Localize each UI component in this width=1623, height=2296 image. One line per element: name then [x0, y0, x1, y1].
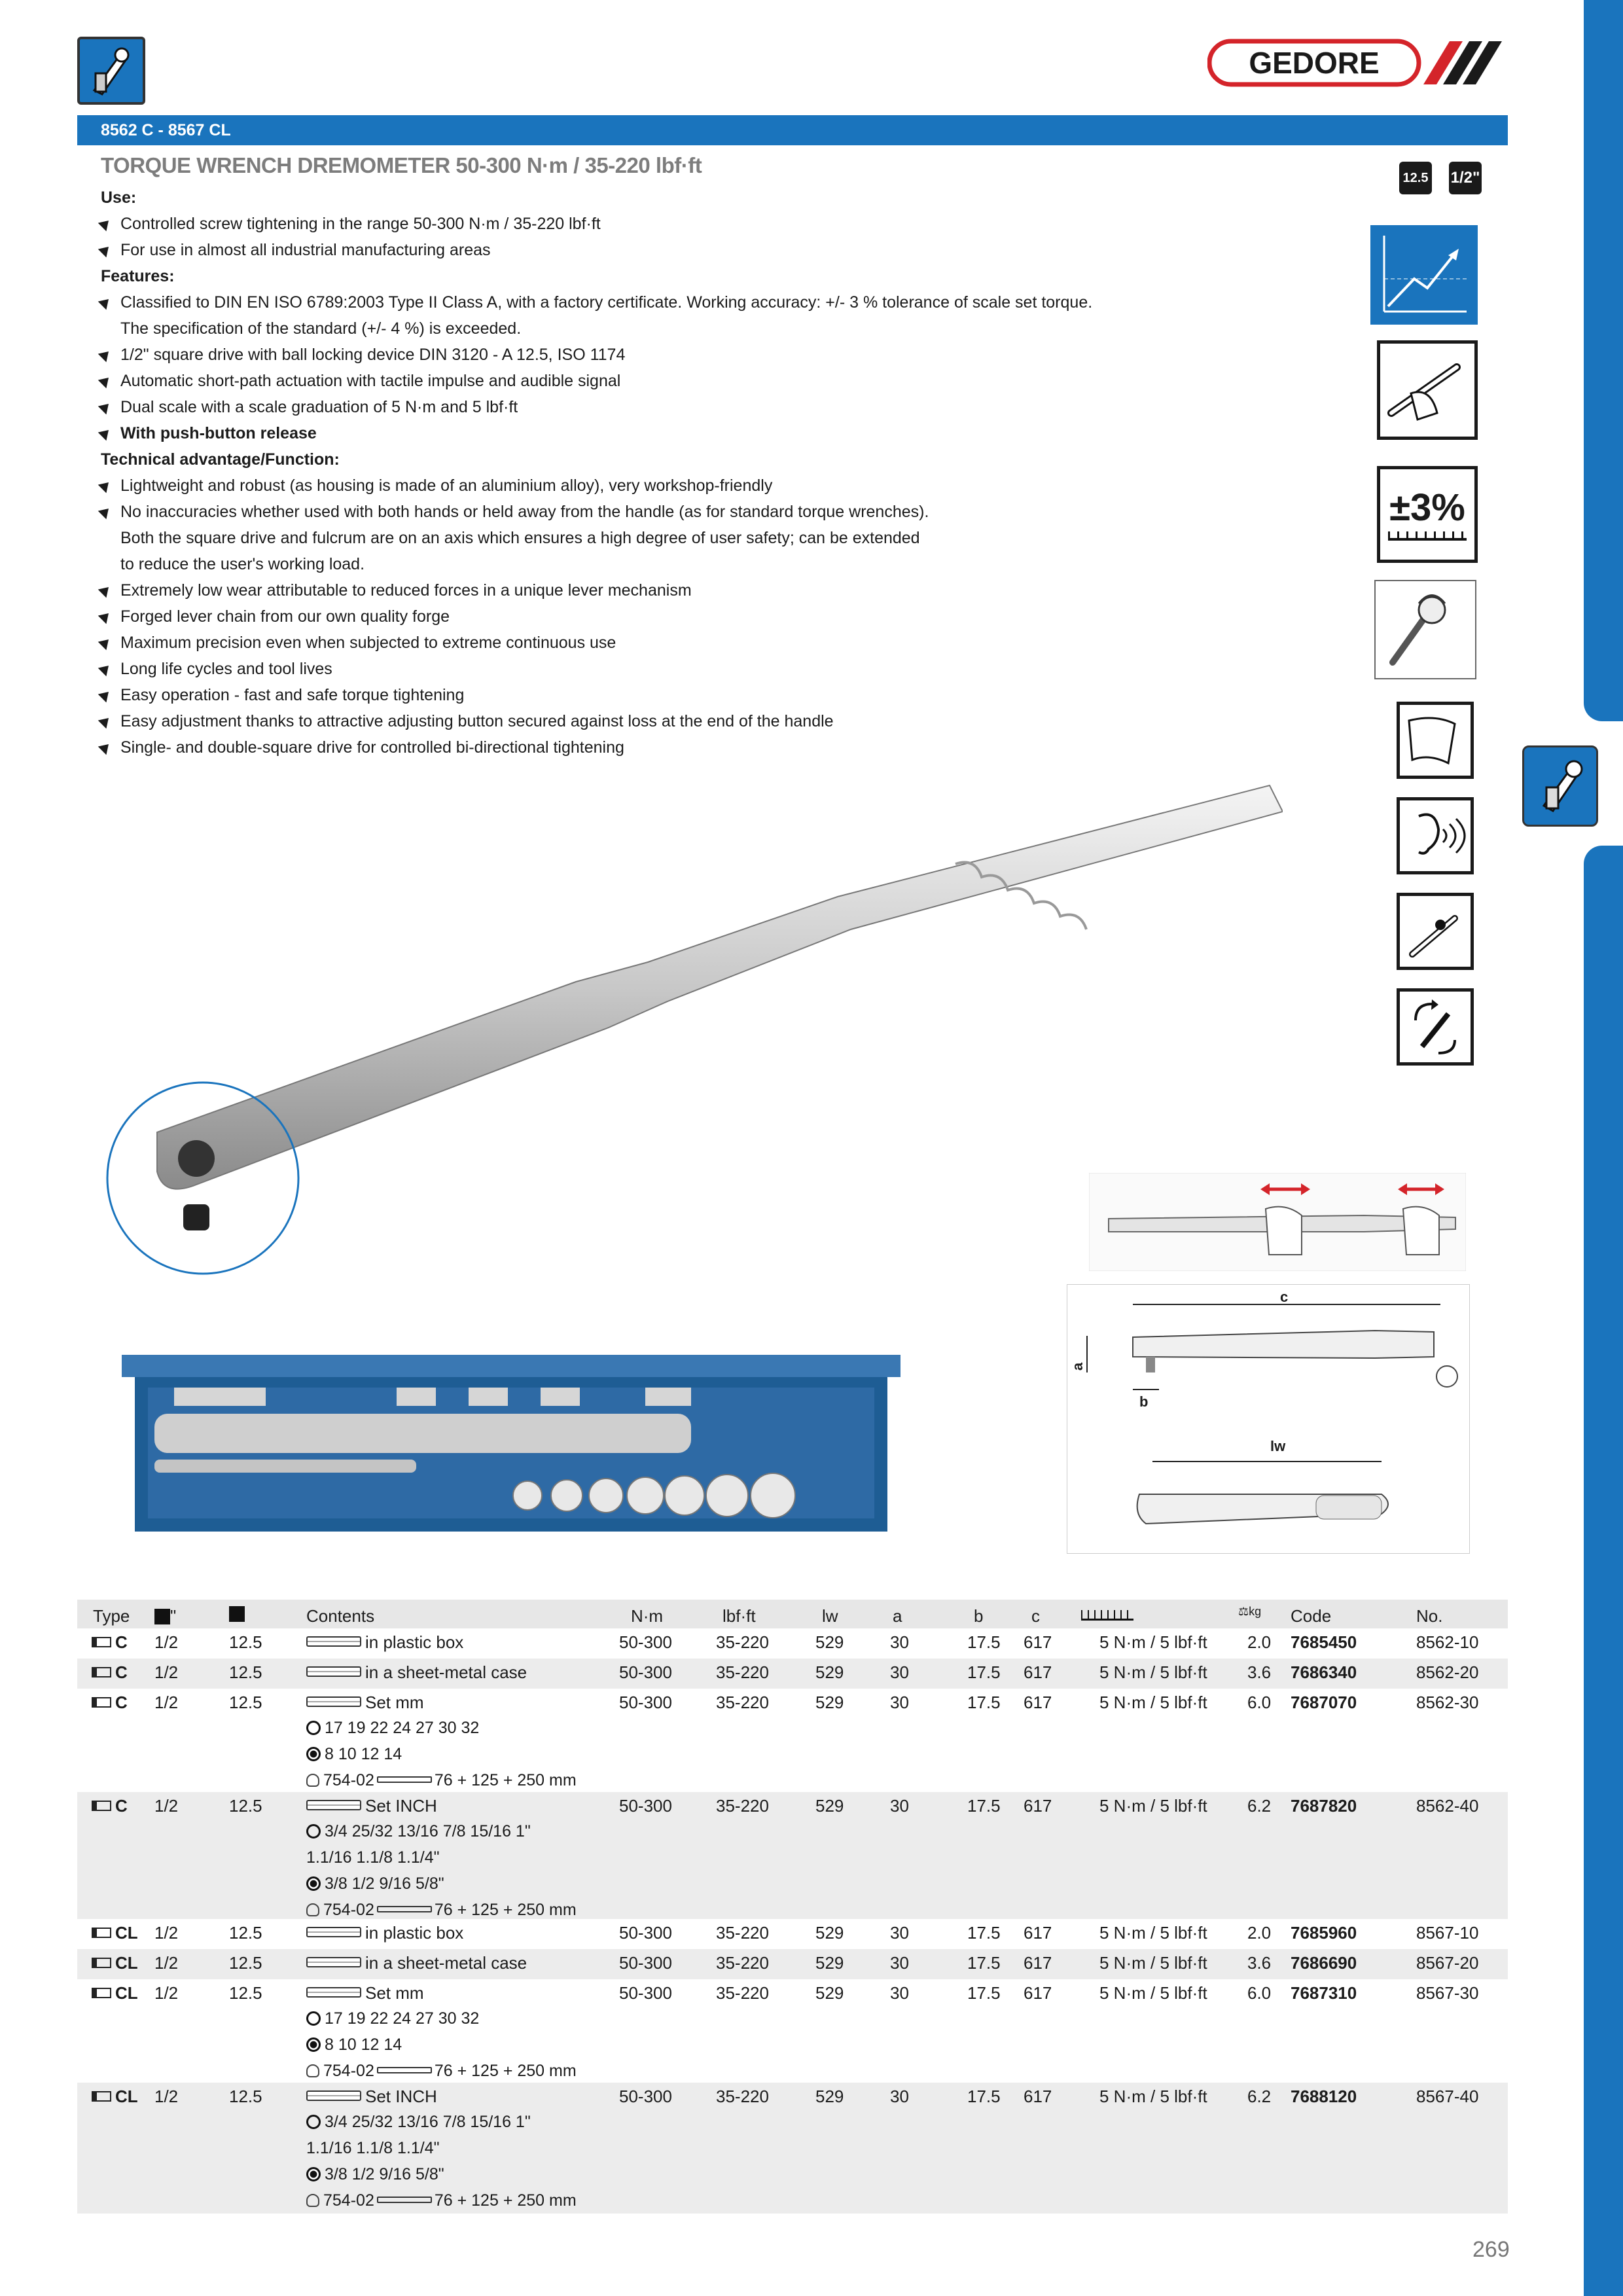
cell-code: 7686340	[1291, 1662, 1357, 1682]
use-heading: Use:	[101, 188, 137, 207]
page-number: 269	[1472, 2237, 1510, 2262]
wrench-type-icon	[92, 1801, 111, 1811]
cell-scale: 5 N·m / 5 lbf·ft	[1099, 1662, 1207, 1682]
cell-type: C	[92, 1632, 128, 1653]
wrench-type-icon	[92, 2091, 111, 2102]
cell-weight: 6.2	[1247, 1796, 1272, 1816]
cell-b: 17.5	[967, 1923, 1001, 1943]
extension-bar-icon	[377, 1906, 432, 1912]
extension-bars: 754-02 76 + 125 + 250 mm	[306, 1771, 577, 1790]
ring-socket-icon	[306, 1721, 321, 1735]
svg-text:GEDORE: GEDORE	[1249, 46, 1380, 80]
cell-nm: 50-300	[619, 2087, 672, 2106]
cell-type: CL	[92, 2087, 138, 2107]
feature-item: 1/2" square drive with ball locking device DIN 3120 - A 12.5, ISO 1174	[101, 342, 1344, 368]
cell-drive: 1/2	[154, 1923, 179, 1943]
cell-weight: 3.6	[1247, 1662, 1272, 1682]
socket-set-case-image	[122, 1355, 901, 1538]
case-icon	[306, 1927, 361, 1937]
ring-socket-sizes: 3/4 25/32 13/16 7/8 15/16 1"	[306, 2113, 531, 2132]
cell-type: CL	[92, 1923, 138, 1943]
cell-scale: 5 N·m / 5 lbf·ft	[1099, 1983, 1207, 2003]
cell-weight: 6.0	[1247, 1693, 1272, 1712]
cell-code: 7687820	[1291, 1796, 1357, 1816]
cell-type: C	[92, 1662, 128, 1683]
feature-item: Dual scale with a scale graduation of 5 N·m and 5 lbf·ft	[101, 394, 1344, 420]
cell-no: 8567-30	[1416, 1983, 1479, 2003]
cell-contents: in a sheet-metal case	[306, 1662, 527, 1683]
table-row[interactable]	[77, 2083, 1508, 2214]
use-item: Controlled screw tightening in the range 50-300 N·m / 35-220 lbf·ft	[101, 211, 1344, 237]
col-type: Type	[93, 1606, 130, 1626]
ring-socket-sizes-continued: 1.1/16 1.1/8 1.1/4"	[306, 2139, 440, 2157]
bidirectional-icon	[1397, 988, 1474, 1066]
cell-weight: 2.0	[1247, 1923, 1272, 1943]
cell-a: 30	[890, 1983, 909, 2003]
cell-nm: 50-300	[619, 1662, 672, 1682]
col-lbfft: lbf·ft	[722, 1606, 756, 1626]
wrench-type-icon	[92, 1637, 111, 1647]
cell-code: 7688120	[1291, 2087, 1357, 2106]
cell-drive: 1/2	[154, 1983, 179, 2003]
col-a: a	[893, 1606, 902, 1626]
accuracy-3-percent-icon	[1377, 466, 1478, 563]
cell-size: 12.5	[229, 1693, 262, 1712]
cell-code: 7687310	[1291, 1983, 1357, 2003]
cell-scale: 5 N·m / 5 lbf·ft	[1099, 1796, 1207, 1816]
cell-lw: 529	[815, 1983, 844, 2003]
cell-drive: 1/2	[154, 1953, 179, 1973]
cell-size: 12.5	[229, 1983, 262, 2003]
table-row[interactable]	[77, 1979, 1508, 2083]
set-case-icon	[306, 1800, 361, 1810]
ring-socket-sizes: 3/4 25/32 13/16 7/8 15/16 1"	[306, 1822, 531, 1841]
table-header	[77, 1600, 1508, 1628]
dim-b-label: b	[1139, 1393, 1149, 1410]
cell-lbf: 35-220	[716, 1983, 769, 2003]
accuracy-graph-icon	[1370, 225, 1478, 325]
cell-drive: 1/2	[154, 1662, 179, 1682]
feature-item: Automatic short-path actuation with tactile impulse and audible signal	[101, 368, 1344, 394]
case-icon	[306, 1666, 361, 1677]
cell-lw: 529	[815, 1953, 844, 1973]
cell-a: 30	[890, 1693, 909, 1712]
cell-no: 8562-30	[1416, 1693, 1479, 1712]
audible-signal-icon	[1397, 797, 1474, 874]
cell-lw: 529	[815, 1662, 844, 1682]
cell-nm: 50-300	[619, 1983, 672, 2003]
sheet-metal-icon	[1397, 702, 1474, 779]
cell-drive: 1/2	[154, 1632, 179, 1652]
ratchet-icon	[306, 1774, 319, 1787]
table-row[interactable]	[77, 1919, 1508, 1949]
cell-type: C	[92, 1796, 128, 1816]
tech-item: Extremely low wear attributable to reduced forces in a unique lever mechanism	[101, 577, 1344, 603]
ring-socket-icon	[306, 2115, 321, 2129]
cell-b: 17.5	[967, 1796, 1001, 1816]
small-socket-icon	[306, 1747, 321, 1761]
cell-scale: 5 N·m / 5 lbf·ft	[1099, 2087, 1207, 2106]
cell-no: 8562-10	[1416, 1632, 1479, 1652]
cell-scale: 5 N·m / 5 lbf·ft	[1099, 1632, 1207, 1652]
cell-a: 30	[890, 1953, 909, 1973]
cell-code: 7685960	[1291, 1923, 1357, 1943]
cell-size: 12.5	[229, 1923, 262, 1943]
cell-c: 617	[1024, 2087, 1052, 2106]
cell-a: 30	[890, 1662, 909, 1682]
cell-lw: 529	[815, 1693, 844, 1712]
col-c: c	[1031, 1606, 1040, 1626]
small-socket-icon	[306, 2037, 321, 2052]
cell-drive: 1/2	[154, 1796, 179, 1816]
tech-item-continued: to reduce the user's working load.	[120, 555, 365, 573]
set-case-icon	[306, 1987, 361, 1998]
case-icon	[306, 1957, 361, 1967]
breadcrumb: 8562 C - 8567 CL	[77, 115, 1508, 145]
col-no: No.	[1416, 1606, 1443, 1626]
cell-size: 12.5	[229, 2087, 262, 2106]
cell-a: 30	[890, 1923, 909, 1943]
cell-scale: 5 N·m / 5 lbf·ft	[1099, 1953, 1207, 1973]
wrench-type-icon	[92, 1958, 111, 1968]
ring-socket-sizes-continued: 1.1/16 1.1/8 1.1/4"	[306, 1848, 440, 1867]
dim-a-label: a	[1069, 1362, 1086, 1371]
accuracy-label: ±3%	[1389, 486, 1465, 529]
cell-size: 12.5	[229, 1632, 262, 1652]
product-description	[101, 185, 1344, 761]
cell-lbf: 35-220	[716, 1693, 769, 1712]
wrench-type-icon	[92, 1928, 111, 1938]
cell-weight: 3.6	[1247, 1953, 1272, 1973]
feature-item: Classified to DIN EN ISO 6789:2003 Type II Class A, with a factory certificate. Working accuracy: +/- 3 % tolerance of scale set torque.	[101, 289, 1344, 315]
cell-weight: 6.2	[1247, 2087, 1272, 2106]
small-socket-sizes: 3/8 1/2 9/16 5/8"	[306, 2165, 444, 2184]
cell-size: 12.5	[229, 1796, 262, 1816]
cell-nm: 50-300	[619, 1953, 672, 1973]
cell-nm: 50-300	[619, 1796, 672, 1816]
ring-socket-sizes: 17 19 22 24 27 30 32	[306, 2009, 479, 2028]
side-color-bar-top	[1584, 0, 1623, 721]
wrench-type-icon	[92, 1667, 111, 1677]
cell-a: 30	[890, 1632, 909, 1652]
cell-contents: Set mm	[306, 1693, 424, 1713]
ring-socket-icon	[306, 2011, 321, 2026]
extension-bars: 754-02 76 + 125 + 250 mm	[306, 2062, 577, 2081]
col-lw: lw	[822, 1606, 838, 1626]
small-socket-sizes: 8 10 12 14	[306, 1745, 402, 1764]
cell-drive: 1/2	[154, 2087, 179, 2106]
drive-inch-badge: 1/2"	[1449, 162, 1482, 194]
small-socket-icon	[306, 2167, 321, 2181]
ratchet-icon	[306, 2194, 319, 2207]
cell-weight: 2.0	[1247, 1632, 1272, 1652]
cell-drive: 1/2	[154, 1693, 179, 1712]
col-b: b	[974, 1606, 984, 1626]
cell-c: 617	[1024, 1693, 1052, 1712]
table-row[interactable]	[77, 1659, 1508, 1689]
category-torque-wrench-icon	[77, 37, 145, 105]
cell-nm: 50-300	[619, 1632, 672, 1652]
cell-type: C	[92, 1693, 128, 1713]
extension-bar-icon	[377, 2067, 432, 2073]
cell-contents: Set INCH	[306, 1796, 437, 1816]
cell-contents: in plastic box	[306, 1632, 463, 1653]
cell-type: CL	[92, 1983, 138, 2003]
cell-lw: 529	[815, 1632, 844, 1652]
cell-type: CL	[92, 1953, 138, 1973]
wrench-type-icon	[92, 1697, 111, 1708]
cell-a: 30	[890, 1796, 909, 1816]
gedore-logo	[1207, 38, 1508, 88]
cell-no: 8562-40	[1416, 1796, 1479, 1816]
product-table	[77, 1600, 1508, 2214]
extension-bars: 754-02 76 + 125 + 250 mm	[306, 1901, 577, 1920]
cell-lw: 529	[815, 2087, 844, 2106]
table-row[interactable]	[77, 1949, 1508, 1979]
table-row[interactable]	[77, 1792, 1508, 1919]
cell-no: 8567-40	[1416, 2087, 1479, 2106]
tech-item: No inaccuracies whether used with both hands or held away from the handle (as for standard torque wrenches).	[101, 499, 1344, 525]
two-hand-grip-icon	[1377, 340, 1478, 440]
scale-icon	[1081, 1605, 1133, 1625]
cell-size: 12.5	[229, 1953, 262, 1973]
extension-bar-icon	[377, 1776, 432, 1783]
cell-c: 617	[1024, 1796, 1052, 1816]
col-drive-in: "	[154, 1606, 176, 1626]
tech-item: Single- and double-square drive for controlled bi-directional tightening	[101, 734, 1344, 761]
table-row[interactable]	[77, 1689, 1508, 1792]
cell-b: 17.5	[967, 1662, 1001, 1682]
col-code: Code	[1291, 1606, 1332, 1626]
side-color-bar-bottom	[1584, 846, 1623, 2296]
tech-item-continued: Both the square drive and fulcrum are on an axis which ensures a high degree of user safety; can be extended	[120, 529, 920, 547]
col-contents: Contents	[306, 1606, 375, 1626]
cell-contents: Set INCH	[306, 2087, 437, 2107]
cell-scale: 5 N·m / 5 lbf·ft	[1099, 1693, 1207, 1712]
cell-c: 617	[1024, 1923, 1052, 1943]
ratchet-hand-icon	[1374, 580, 1476, 679]
set-case-icon	[306, 1696, 361, 1707]
cell-nm: 50-300	[619, 1693, 672, 1712]
tech-heading: Technical advantage/Function:	[101, 450, 340, 469]
cell-lw: 529	[815, 1796, 844, 1816]
cell-code: 7687070	[1291, 1693, 1357, 1712]
tech-item: Long life cycles and tool lives	[101, 656, 1344, 682]
cell-c: 617	[1024, 1953, 1052, 1973]
cell-code: 7685450	[1291, 1632, 1357, 1652]
weight-icon: ⚖kg	[1238, 1605, 1262, 1618]
tech-item: Easy operation - fast and safe torque tightening	[101, 682, 1344, 708]
use-item: For use in almost all industrial manufacturing areas	[101, 237, 1344, 263]
cell-b: 17.5	[967, 1953, 1001, 1973]
cell-no: 8567-20	[1416, 1953, 1479, 1973]
tech-item: Maximum precision even when subjected to extreme continuous use	[101, 630, 1344, 656]
chapter-tab-wrench-icon[interactable]	[1522, 745, 1598, 827]
ring-socket-icon	[306, 1824, 321, 1839]
cell-contents: Set mm	[306, 1983, 424, 2003]
feature-item-continued: The specification of the standard (+/- 4 %) is exceeded.	[120, 319, 522, 338]
ring-socket-sizes: 17 19 22 24 27 30 32	[306, 1719, 479, 1738]
cell-c: 617	[1024, 1983, 1052, 2003]
wrench-type-icon	[92, 1988, 111, 1998]
cell-a: 30	[890, 2087, 909, 2106]
tech-item: Lightweight and robust (as housing is made of an aluminium alloy), very workshop-friendly	[101, 473, 1344, 499]
cell-b: 17.5	[967, 1632, 1001, 1652]
dim-lw-label: lw	[1270, 1438, 1286, 1454]
cell-lbf: 35-220	[716, 1923, 769, 1943]
ratchet-icon	[306, 1903, 319, 1916]
cell-lbf: 35-220	[716, 2087, 769, 2106]
cell-size: 12.5	[229, 1662, 262, 1682]
small-socket-icon	[306, 1876, 321, 1891]
drive-size-badge: 12.5	[1399, 162, 1432, 194]
table-row[interactable]	[77, 1628, 1508, 1659]
ratchet-icon	[306, 2064, 319, 2077]
cell-nm: 50-300	[619, 1923, 672, 1943]
cell-no: 8562-20	[1416, 1662, 1479, 1682]
cell-no: 8567-10	[1416, 1923, 1479, 1943]
cell-contents: in a sheet-metal case	[306, 1953, 527, 1973]
hand-position-diagram	[1089, 1173, 1466, 1271]
cell-b: 17.5	[967, 1983, 1001, 2003]
cell-c: 617	[1024, 1632, 1052, 1652]
page-title: TORQUE WRENCH DREMOMETER 50-300 N·m / 35-220 lbf·ft	[101, 153, 702, 177]
extension-bars: 754-02 76 + 125 + 250 mm	[306, 2191, 577, 2210]
push-button-icon	[1397, 893, 1474, 970]
cell-lw: 529	[815, 1923, 844, 1943]
cell-contents: in plastic box	[306, 1923, 463, 1943]
small-socket-sizes: 8 10 12 14	[306, 2036, 402, 2054]
features-heading: Features:	[101, 267, 175, 285]
set-case-icon	[306, 2090, 361, 2101]
cell-lbf: 35-220	[716, 1953, 769, 1973]
cell-code: 7686690	[1291, 1953, 1357, 1973]
cell-scale: 5 N·m / 5 lbf·ft	[1099, 1923, 1207, 1943]
feature-item: With push-button release	[101, 420, 1344, 446]
col-nm: N·m	[631, 1606, 664, 1626]
cell-c: 617	[1024, 1662, 1052, 1682]
cell-lbf: 35-220	[716, 1632, 769, 1652]
small-socket-sizes: 3/8 1/2 9/16 5/8"	[306, 1874, 444, 1893]
cell-weight: 6.0	[1247, 1983, 1272, 2003]
cell-b: 17.5	[967, 2087, 1001, 2106]
case-icon	[306, 1636, 361, 1647]
col-drive-mm	[229, 1606, 245, 1626]
dimension-diagram	[1067, 1284, 1470, 1554]
extension-bar-icon	[377, 2197, 432, 2203]
dim-c-label: c	[1280, 1289, 1289, 1305]
cell-lbf: 35-220	[716, 1796, 769, 1816]
cell-lbf: 35-220	[716, 1662, 769, 1682]
tech-item: Forged lever chain from our own quality forge	[101, 603, 1344, 630]
tech-item: Easy adjustment thanks to attractive adjusting button secured against loss at the end of the handle	[101, 708, 1344, 734]
cell-b: 17.5	[967, 1693, 1001, 1712]
